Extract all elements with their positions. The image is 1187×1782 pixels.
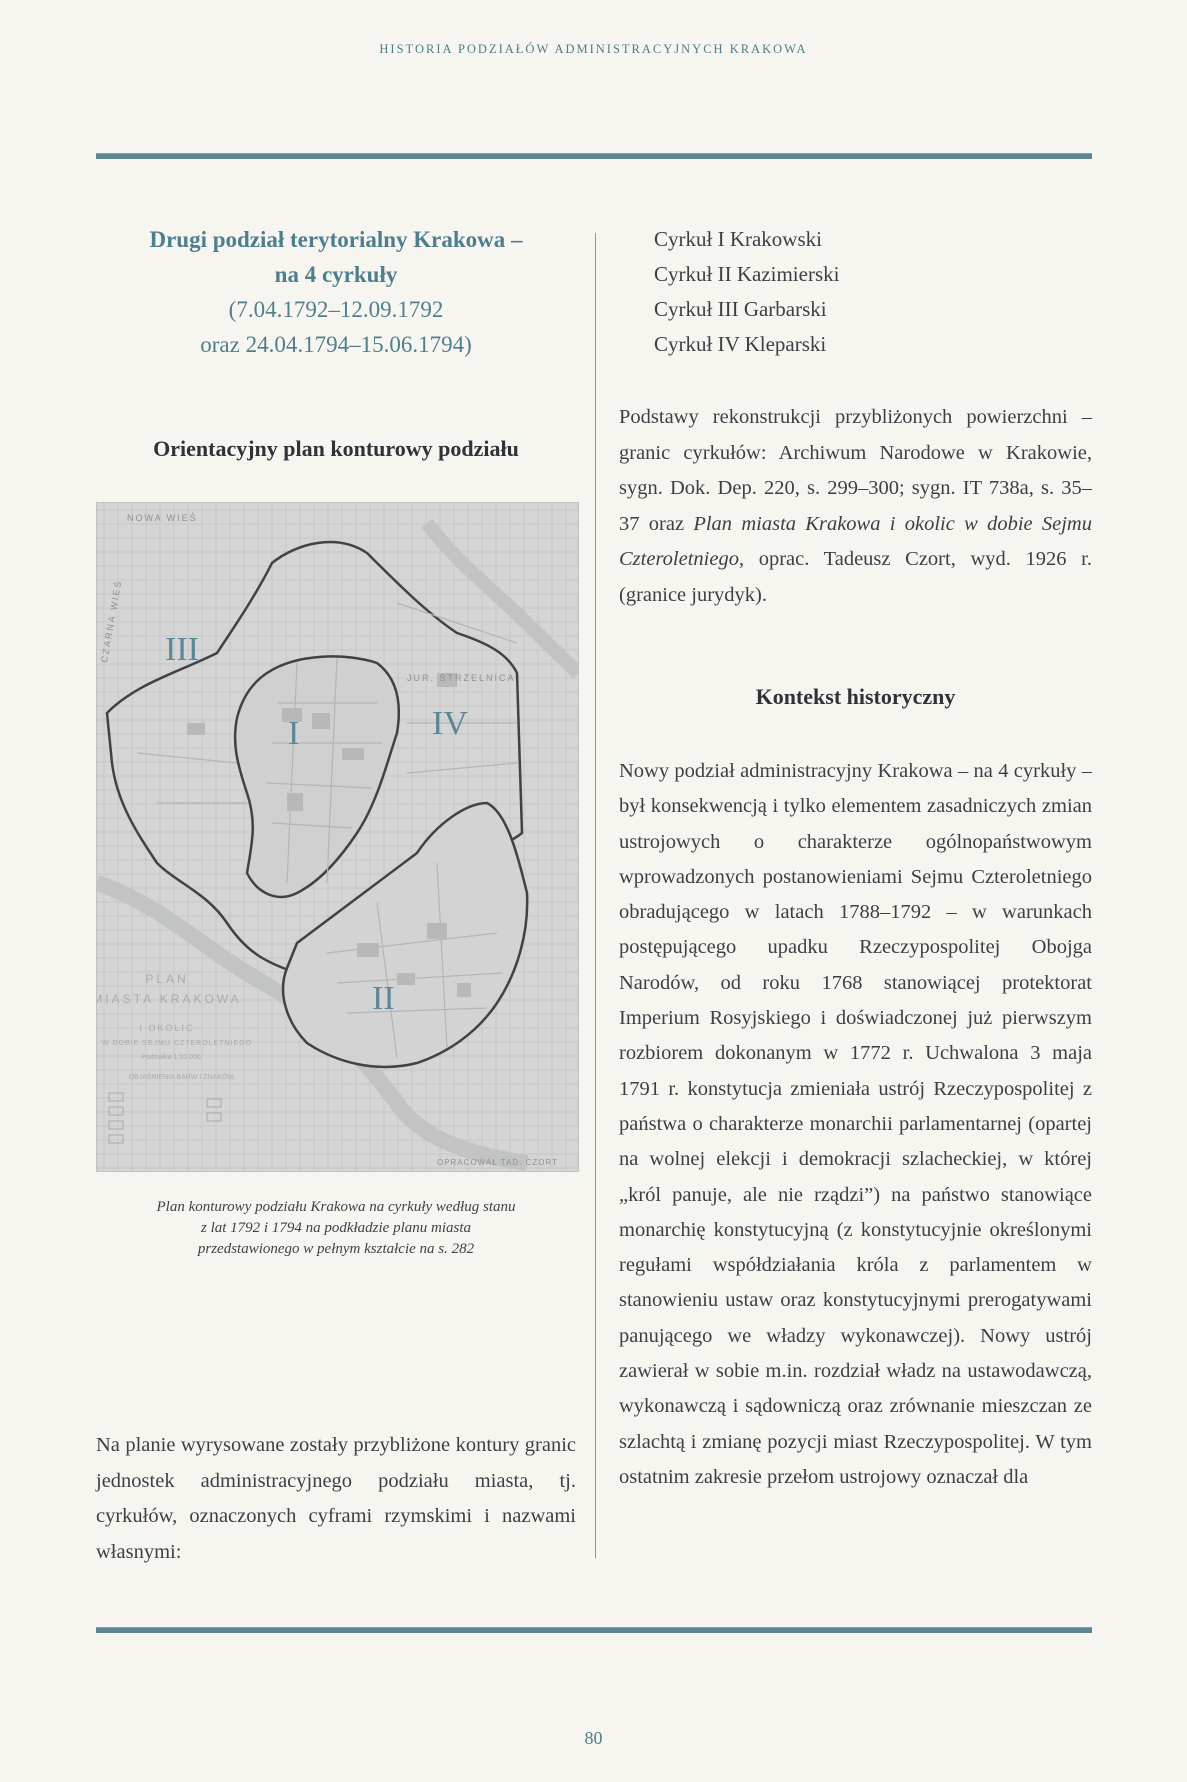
district-list [619,222,1127,362]
map-plan-title-2: MIASTA KRAKOWA [97,992,242,1006]
caption-line-2: z lat 1792 i 1794 na podkładzie planu miasta [201,1220,471,1236]
district-label-2: II [372,980,395,1017]
district-item: Cyrkuł III Garbarski [654,297,827,321]
caption-line-3: przedstawionego w pełnym kształcie na s. 282 [197,1241,475,1257]
map-plan-title-1: PLAN [145,972,189,986]
top-rule [96,153,1092,159]
map-scale: Podziałka 1:10.000. [141,1054,203,1061]
heading-line-4: oraz 24.04.1794–15.06.1794) [200,332,472,357]
context-title: Kontekst historyczny [755,684,956,709]
left-body-paragraph: Na planie wyrysowane zostały przybliżone kontury granic jednostek administracyjnego podziału miasta, tj. cyrkułów, oznaczonych cyframi rzymskimi i nazwami własnymi: [96,1434,576,1563]
caption-line-1: Plan konturowy podziału Krakowa na cyrkuły według stanu [156,1199,516,1215]
sources-text-2: , oprac. Tadeusz Czort, wyd. 1926 r. (granice jurydyk). [619,548,1092,606]
district-label-3: III [165,631,199,668]
map-caption [96,1197,576,1260]
map-credit: OPRACOWAŁ TAD. CZORT [437,1158,559,1167]
heading-line-1: Drugi podział terytorialny Krakowa – [149,227,523,252]
district-item: Cyrkuł II Kazimierski [654,262,840,286]
map-label-nowa-wies: NOWA WIEŚ [127,513,198,523]
page-number: 80 [584,1728,603,1748]
running-head: HISTORIA PODZIAŁÓW ADMINISTRACYJNYCH KRAKOWA [379,42,808,56]
section-heading [96,222,576,362]
map-plan-title-4: W DOBIE SEJMU CZTEROLETNIEGO [101,1040,253,1047]
column-divider [595,233,596,1558]
heading-line-3: (7.04.1792–12.09.1792 [228,297,444,322]
map-label-czarna-wies: CZARNA WIEŚ [99,578,124,664]
plan-title: Orientacyjny plan konturowy podziału [153,436,519,461]
district-item: Cyrkuł I Krakowski [654,227,822,251]
map-legend-title: OBJAŚNIENIA BARW I ZNAKÓW. [128,1074,236,1081]
district-label-1: I [288,715,300,752]
bottom-rule [96,1627,1092,1633]
heading-line-2: na 4 cyrkuły [274,262,398,287]
map-label-jurydyka: JUR. STRZELNICA [407,673,516,683]
context-paragraph: Nowy podział administracyjny Krakowa – na 4 cyrkuły – był konsekwencją i tylko elementem zasadniczych zmian ustrojowych o charakterze ogólnopaństwowym wprowadzonych postanowieniami Sejmu Czteroletniego obradującego w latach 1788–1792 – w warunkach postępującego upadku Rzeczypospolitej Obojga Narodów, od roku 1768 stanowiącej protektorat Imperium Rosyjskiego i doświadczonej już pierwszym rozbiorem dokonanym w 1772 r. Uchwalona 3 maja 1791 r. konstytucja zmieniała ustrój Rzeczypospolitej z państwa o charakterze monarchii parlamentarnej (opartej na wolnej elekcji i demokracji szlacheckiej, w której „król panuje, ale nie rządzi”) na państwo stanowiące monarchię konstytucyjną (z konstytucyjnie określonymi regułami współdziałania króla z parlamentem w stanowieniu ustaw oraz konstytucyjnymi prerogatywami panującego we władzy wykonawczej). Nowy ustrój zawierał w sobie m.in. rozdział władz na ustawodawczą, wykonawczą i sądowniczą oraz zrównanie mieszczan ze szlachtą i zmianę pozycji miast Rzeczypospolitej. W tym ostatnim zakresie przełom ustrojowy oznaczał dla [619,760,1092,1488]
district-item: Cyrkuł IV Kleparski [654,332,827,356]
sources-text-1: Podstawy rekonstrukcji przybliżonych powierzchni – granic cyrkułów: Archiwum Narodowe w Krakowie, sygn. Dok. Dep. 220, s. 299–300; sygn. IT 738a, s. 35–37 oraz [619,406,1092,535]
sources-paragraph [619,400,1092,613]
sources-italic-title: Plan miasta Krakowa i okolic w dobie Sejmu Czteroletniego [619,512,1092,570]
map-plan-title-3: I OKOLIC [139,1023,195,1033]
district-label-4: IV [432,705,468,742]
district-map [96,502,579,1172]
